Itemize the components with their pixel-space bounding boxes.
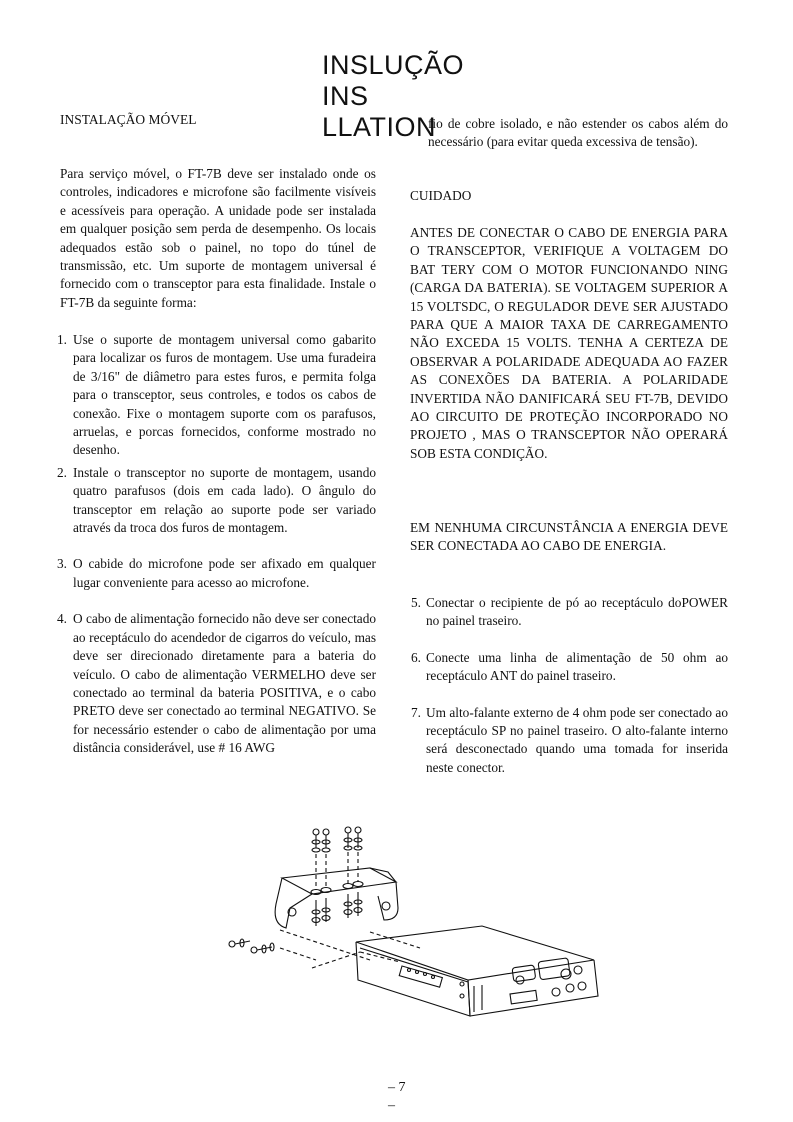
left-column (60, 165, 376, 312)
step-number: 3. (57, 556, 67, 572)
bracket (275, 868, 398, 928)
step-text: Conectar o recipiente de pó ao receptáculo doPOWER no painel traseiro. (426, 595, 728, 629)
list-item (57, 610, 376, 757)
page-number: – 7 (388, 1080, 406, 1095)
nut-icon (312, 892, 362, 926)
screw-icon (344, 827, 352, 850)
caution-text: ANTES DE CONECTAR O CABO DE ENERGIA PARA O TRANSCEPTOR, VERIFIQUE A VOLTAGEM DO BAT TERY COM O MOTOR FUNCIONANDO NING (CARGA DA BATERIA). SE VOLTAGEM SUPERIOR A 15 VOLTSDC, O REGULADOR DEVE SER AJUSTADO PARA QUE A MAIOR TAXA DE CARREGAMENTO NÃO EXCEDA 15 VOLTS. TENHA A CERTEZA DE OBSERVAR A POLARIDADE ADEQUADA AO FAZER AS CONEXÕES DA BATERIA. A POLARIDADE INVERTIDA NÃO DANIFICARÁ SEU FT-7B, DEVIDO AO CIRCUITO DE PROTEÇÃO INCORPORADO NO PROJETO , MAS O TRANSCEPTOR NÃO OPERARÁ SOB ESTA CONDIÇÃO. (410, 225, 728, 461)
warning-text: EM NENHUMA CIRCUNSTÂNCIA A ENERGIA DEVE SER CONECTADA AO CABO DE ENERGIA. (410, 520, 728, 554)
step-number: 5. (411, 595, 421, 610)
step-number: 1. (57, 332, 67, 347)
step-text: Conecte uma linha de alimentação de 50 ohm ao receptáculo ANT do painel traseiro. (426, 649, 728, 684)
list-item (411, 649, 728, 686)
step-text: Use o suporte de montagem universal como gabarito para localizar os furos de montagem. Use uma furadeira de 3/16" de diâmetro para estes furos, e permita folga para o transceptor, seus controles, e todos os cabos de conexão. Fixe o montagem suporte com os parafusos, arruelas, e porcas fornecidos, conforme mostrado no desenho. (73, 332, 376, 458)
list-item (57, 555, 376, 592)
step-text: Um alto-falante externo de 4 ohm pode ser conectado ao receptáculo SP no painel traseiro. O alto-falante interno será desconectado quando uma tomada for inserida neste conector. (426, 704, 728, 775)
list-item (411, 594, 728, 631)
list-item (57, 464, 376, 538)
list-item (411, 704, 728, 778)
step-text: Instale o transceptor no suporte de montagem, usando quatro parafusos (dois em cada lado). O ângulo do transceptor em relação ao suporte pode ser variado através da troca dos furos de montagem. (73, 464, 376, 536)
title-line-2: INS (322, 81, 369, 111)
title-line-3: LLATION (322, 112, 437, 142)
side-screw-icon (229, 939, 274, 953)
step-number: 2. (57, 464, 67, 480)
steps-left (57, 331, 376, 758)
list-item (57, 331, 376, 460)
step-number: 7. (411, 704, 421, 720)
mounting-bracket-illustration (220, 820, 610, 1030)
intro-paragraph: Para serviço móvel, o FT-7B deve ser instalado onde os controles, indicadores e microfone são facilmente visíveis e acessíveis para operação. A unidade pode ser instalada em qualquer posição sem perda de desempenho. Os locais adequados estão sob o painel, no topo do túnel de transmissão, etc. Um suporte de montagem universal é fornecido com o transceptor para esta finalidade. Instale o FT-7B da seguinte forma: (60, 166, 376, 310)
step-number: 4. (57, 611, 67, 627)
screw-icon (322, 829, 330, 852)
screw-icon (312, 829, 320, 852)
step-number: 6. (411, 649, 421, 665)
steps-right (411, 594, 728, 777)
step-text: O cabo de alimentação fornecido não deve ser conectado ao receptáculo do acendedor de cigarros do veículo, mas deve ser direcionado diretamente para a bateria do veículo. O cabo de alimentação VERMELHO deve ser conectado ao terminal da bateria POSITIVA, e o cabo PRETO deve ser conectado ao terminal NEGATIVO. Se for necessário estender o cabo de alimentação por uma distância considerável, use # 16 AWG (73, 611, 376, 756)
title-line-1: INSLUÇÃO (322, 50, 465, 80)
continuation-text: fio de cobre isolado, e não estender os cabos além do necessário (para evitar queda excessiva de tensão). (428, 116, 728, 150)
caution-heading: CUIDADO (410, 188, 472, 203)
screw-icon (354, 827, 362, 850)
page-dash: – (388, 1098, 395, 1113)
step-text: O cabide do microfone pode ser afixado em qualquer lugar conveniente para acesso ao microfone. (73, 556, 376, 590)
section-heading: INSTALAÇÃO MÓVEL (60, 112, 197, 127)
